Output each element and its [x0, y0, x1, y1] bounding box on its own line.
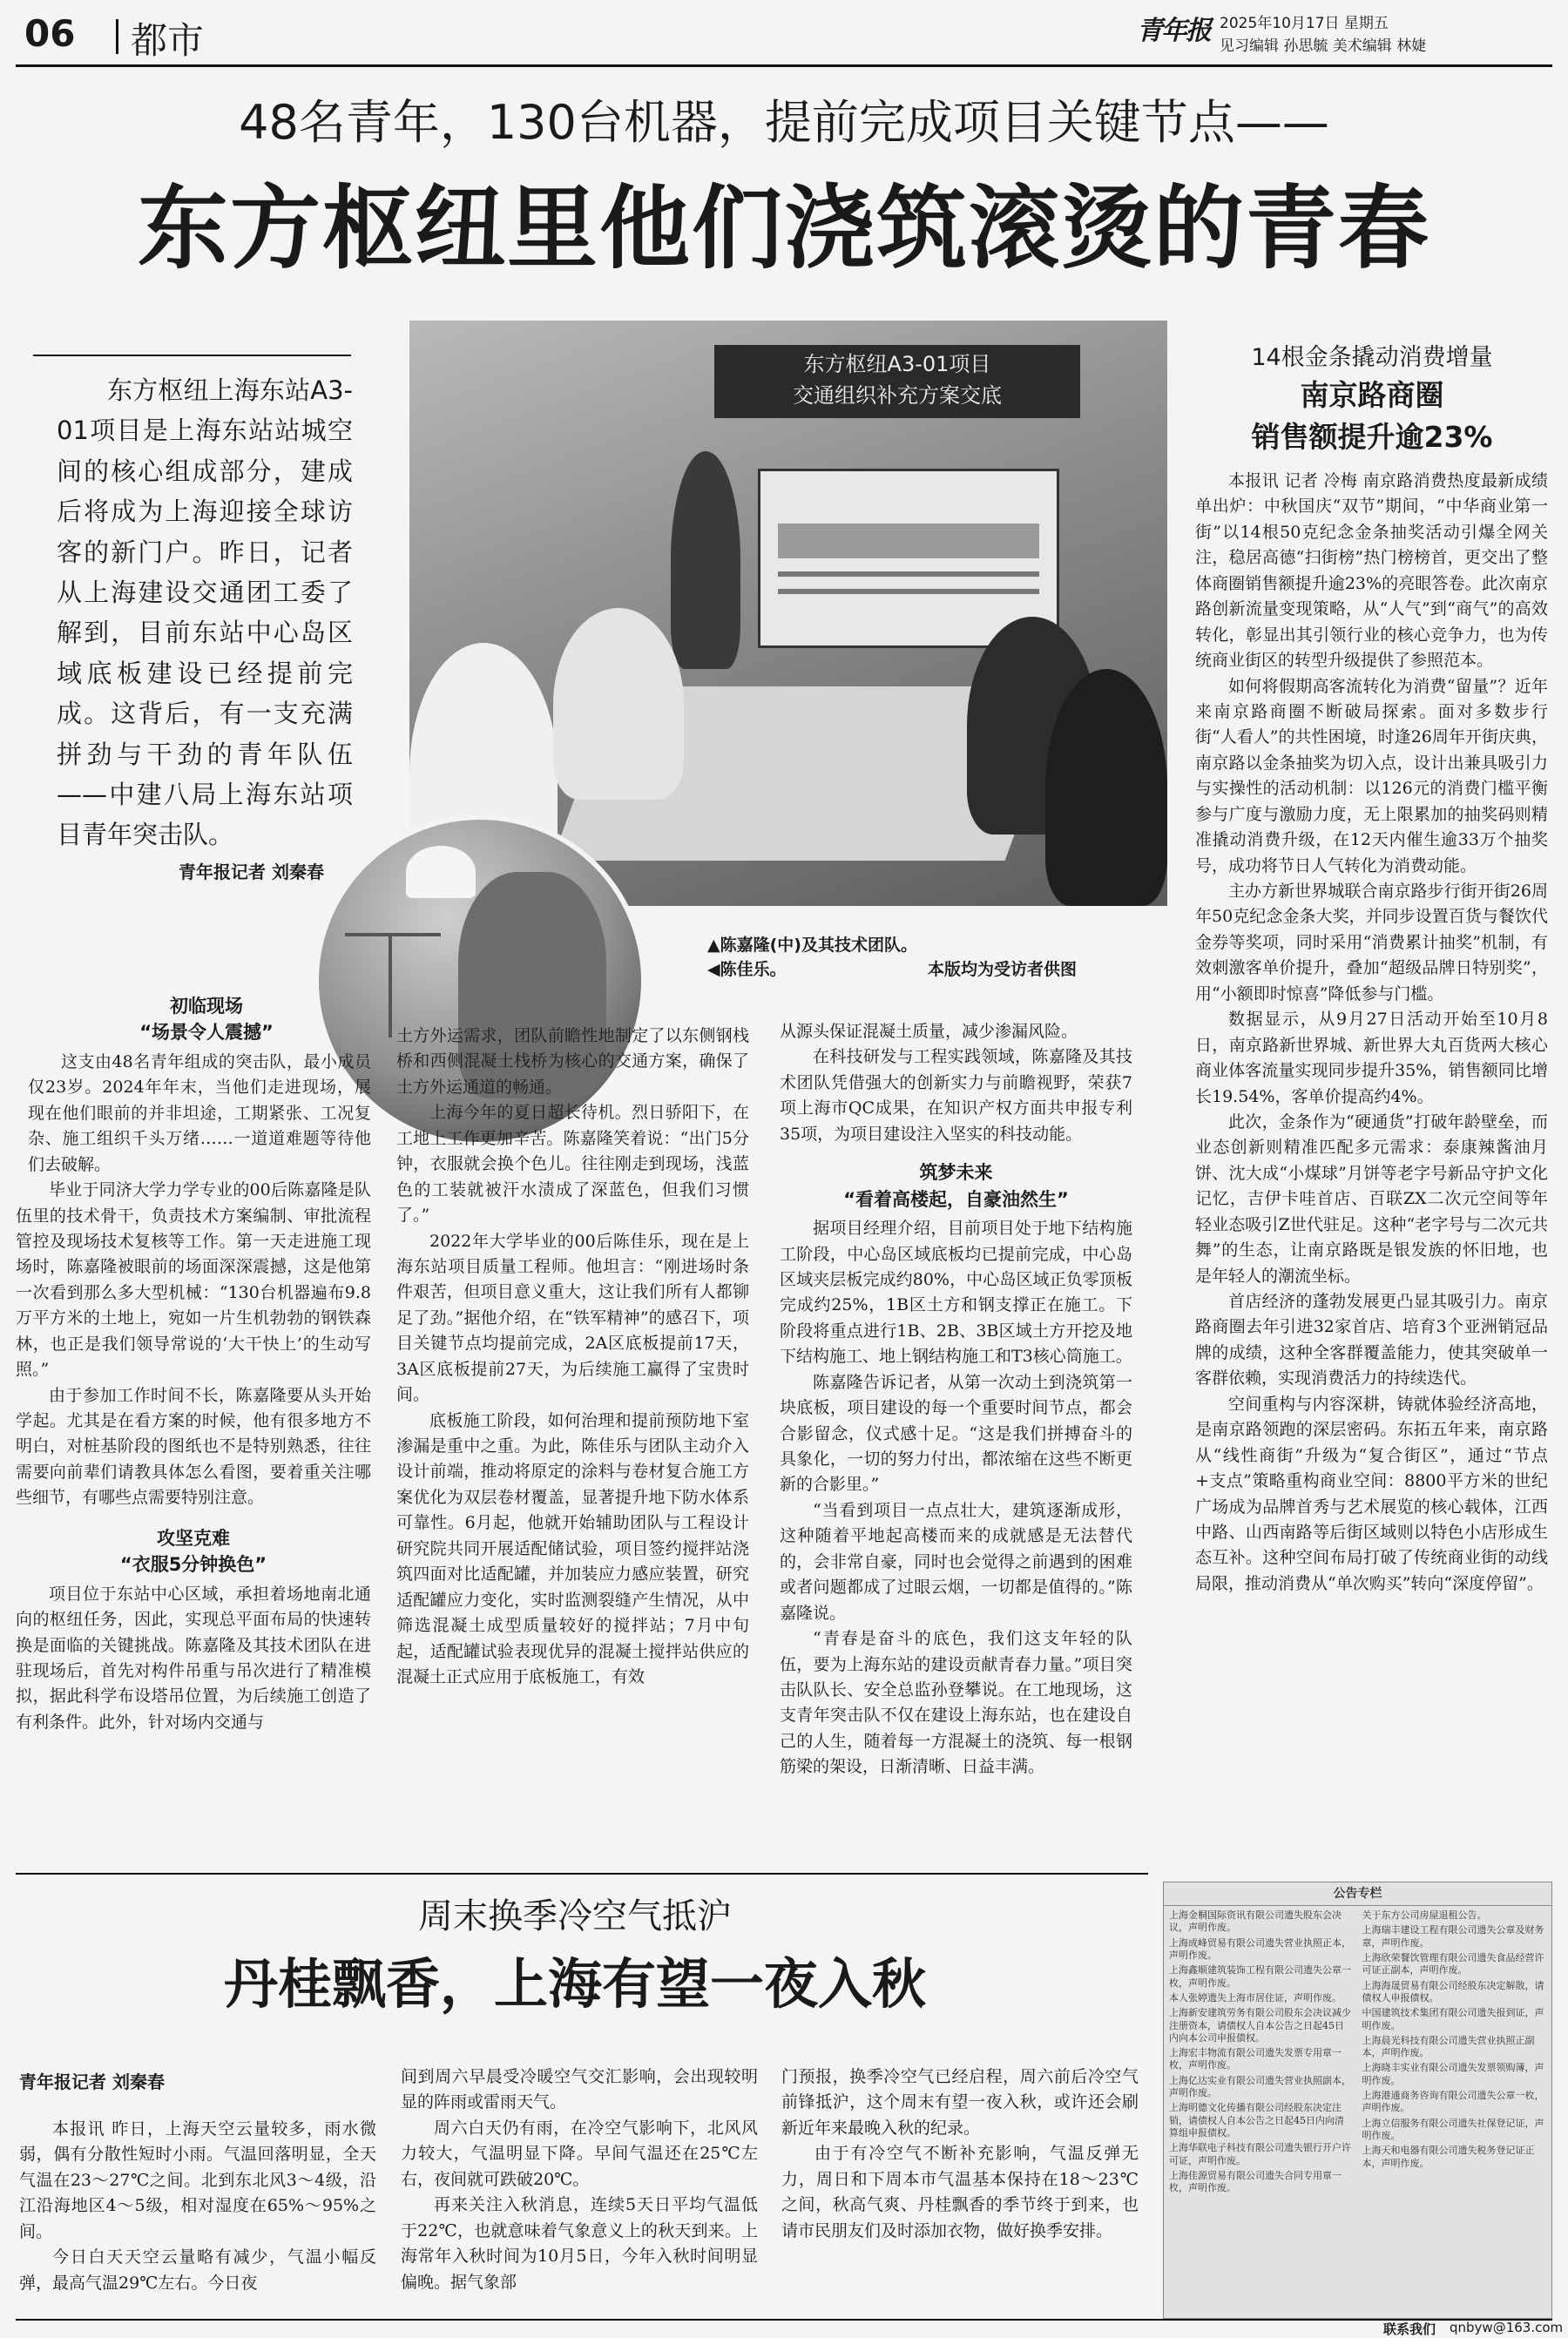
paragraph: 在科技研发与工程实践领域，陈嘉隆及其技术团队凭借强大的创新实力与前瞻视野，荣获7项上海市QC成果，在知识产权方面共申报专利35项，为项目建设注入坚实的科技动能。: [780, 1047, 1132, 1144]
photo-caption-2: ◀陈佳乐。: [707, 960, 787, 979]
article-col-3: [780, 1019, 1132, 1781]
classified-item: 上海成峰贸易有限公司遗失营业执照正本，声明作废。: [1169, 1936, 1351, 1962]
classified-item: 本人张婷遗失上海市居住证，声明作废。: [1169, 1991, 1342, 2004]
paragraph: 门预报，换季冷空气已经启程，周六前后冷空气前锋抵沪，这个周末有望一夜入秋，或许还会刷新近年来最晚入秋的纪录。: [781, 2067, 1139, 2138]
right-article-body: [1195, 469, 1548, 1597]
paragraph: 如何将假期高客流转化为消费“留量”？近年来南京路商圈不断破局探索。面对多数步行街“人看人”的共性困境，时逢26周年开街庆典，南京路以金条抽奖为切入点，设计出兼具吸引力与实操性的活动机制：以126元的消费门槛平衡参与广度与激励力度，无上限累加的抽奖码则精准撬动消费升级，在12天内催生逾33万个抽奖号，成功将节日人气转化为消费动能。: [1195, 676, 1548, 875]
footer-contact-label: 联系我们: [1383, 2321, 1436, 2337]
paragraph: 上海今年的夏日超长待机。烈日骄阳下，在工地上工作更加辛苦。陈嘉隆笑着说：“出门5分钟，衣服就会换个色儿。往往刚走到现场，浅蓝色的工装就被汗水渍成了深蓝色，但我们习惯了。”: [396, 1103, 749, 1226]
subhead-3: 筑梦未来 “看着高楼起，自豪油然生”: [843, 1162, 1069, 1210]
paragraph: “青春是奋斗的底色，我们这支年轻的队伍，要为上海东站的建设贡献青春力量。”项目突击队队长、安全总监孙登攀说。在工地现场，这支青年突击队不仅在建设上海东站，也在建设自己的人生，随着每一方混凝土的浇筑、每一根钢筋梁的架设，日渐清晰、日益丰满。: [780, 1629, 1132, 1777]
paragraph: 底板施工阶段，如何治理和提前预防地下室渗漏是重中之重。为此，陈佳乐与团队主动介入设计前端，推动将原定的涂料与卷材复合施工方案优化为双层卷材覆盖，显著提升地下防水体系可靠性。6月起，他就开始辅助团队与工程设计研究院共同开展适配储试验，项目签约搅拌站浇筑四面对比适配罐，并加装应力感应装置，研究适配罐应力变化，实时监测裂缝产生情况，从中筛选混凝土成型质量较好的搅拌站；7月中旬起，适配罐试验表现优异的混凝土搅拌站供应的混凝土正式应用于底板施工，有效: [396, 1410, 749, 1686]
classified-item: 上海天和电器有限公司遗失税务登记证正本，声明作废。: [1362, 2145, 1535, 2169]
classified-heading: 公告专栏: [1164, 1882, 1551, 1906]
paragraph: 数据显示，从9月27日活动开始至10月8日，南京路新世界城、新世界大丸百货两大核心商业体客流量实现同步提升35%，销售额同比增长19.54%，客单价提高约4%。: [1195, 1010, 1548, 1106]
classified-item: 上海晓丰实业有限公司遗失发票领购簿，声明作废。: [1362, 2062, 1544, 2086]
crane-tower: [389, 933, 392, 1037]
classified-item: 上海宏丰物流有限公司遗失发票专用章一枚，声明作废。: [1169, 2047, 1342, 2071]
weather-col-3: [781, 2064, 1139, 2244]
classified-item: 上海欣荣餐饮管理有限公司遗失食品经营许可证正副本，声明作废。: [1362, 1952, 1544, 1976]
paragraph: 本报讯 昨日，上海天空云量较多，雨水微弱，偶有分散性短时小雨。气温回落明显，全天气温在23～27℃之间。北到东北风3～4级，沿江沿海地区4～5级，相对湿度在65%～95%之间。: [19, 2119, 376, 2241]
lead-intro: 东方枢纽上海东站A3-01项目是上海东站站城空间的核心组成部分，建成后将成为上海迎接全球访客的新门户。昨日，记者从上海建设交通团工委了解到，目前东站中心岛区域底板建设已经提前完成。这背后，有一支充满拼劲与干劲的青年队伍——中建八局上海东站项目青年突击队。: [57, 375, 353, 850]
paragraph: 周六白天仍有雨，在冷空气影响下，北风风力较大，气温明显下降。早间气温还在25℃左右，夜间就可跌破20℃。: [401, 2118, 758, 2189]
paragraph: 土方外运需求，团队前瞻性地制定了以东侧钢栈桥和西侧混凝土栈桥为核心的交通方案，确保了土方外运通道的畅通。: [396, 1026, 749, 1097]
weather-col-2: [401, 2064, 758, 2295]
team-photo: [409, 321, 1167, 906]
person-right-2: [1045, 669, 1167, 906]
helmet-icon: [406, 846, 476, 898]
header-rule: [16, 64, 1552, 67]
classified-item: 上海港通商务咨询有限公司遗失公章一枚，声明作废。: [1362, 2090, 1544, 2114]
classified-item: 上海金桐国际资讯有限公司遗失股东会决议，声明作废。: [1169, 1909, 1342, 1934]
paragraph: 今日白天天空云量略有减少，气温小幅反弹，最高气温29℃左右。今日夜: [19, 2247, 376, 2293]
classified-item: 上海鑫顺建筑装饰工程有限公司遗失公章一枚，声明作废。: [1169, 1964, 1351, 1989]
footer-email[interactable]: qnbyw@163.com: [1450, 2320, 1564, 2335]
article-col-1: [16, 993, 371, 1735]
subhead-1: 初临现场 “场景令人震撼”: [139, 996, 274, 1044]
paragraph: 由于有冷空气不断补充影响，气温反弹无力，周日和下周本市气温基本保持在18～23℃之间，秋高气爽、丹桂飘香的季节终于到来，也请市民朋友们及时添加衣物，做好换季安排。: [781, 2144, 1139, 2240]
paragraph: 陈嘉隆告诉记者，从第一次动土到浇筑第一块底板，项目建设的每一个重要时间节点，都会合影留念，仪式感十足。“这是我们拼搏奋斗的具象化，一切的努力付出，都浓缩在这些不断更新的合影里。”: [780, 1372, 1132, 1495]
weather-top-rule: [16, 1873, 1148, 1875]
editors-line: 见习编辑 孙思毓 美术编辑 林婕: [1220, 37, 1427, 55]
intro-rule: [33, 355, 351, 356]
classified-columns: [1164, 1906, 1551, 2198]
lead-byline: 青年报记者 刘秦春: [179, 862, 324, 882]
paragraph: 主办方新世界城联合南京路步行街开街26周年50克纪念金条大奖，并同步设置百货与餐饮代金券等奖项，同时采用“消费累计抽奖”机制，有效刺激客单价提升，叠加“超级品牌日特别奖”，用“小额即时惊喜”降低参与门槛。: [1195, 882, 1548, 1003]
weather-byline: 青年报记者 刘秦春: [19, 2071, 165, 2092]
footer-rule: [16, 2319, 1552, 2321]
right-title-1: 南京路商圈: [1300, 378, 1444, 412]
right-title-2: 销售额提升逾23%: [1251, 420, 1493, 454]
paragraph: 空间重构与内容深耕，铸就体验经济高地，是南京路领跑的深层密码。东拓五年来，南京路从“线性商街”升级为“复合街区”，通过“节点+支点”策略重构商业空间：8800平方米的世纪广场成为品牌首秀与艺术展览的核心载体，江西中路、山西南路等后街区域则以特色小店形成生态互补。这种空间布局打破了传统商业街的动线局限，推动消费从“单次购买”转向“深度停留”。: [1195, 1394, 1548, 1593]
classified-item: 上海佳源贸易有限公司遗失合同专用章一枚，声明作废。: [1169, 2169, 1342, 2194]
person-presenting: [671, 451, 740, 669]
paragraph: 这支由48名青年组成的突击队，最小成员仅23岁。2024年年末，当他们走进现场，展现在他们眼前的并非坦途，工期紧张、工况复杂、施工组织千头万绪……一道道难题等待他们去破解。: [28, 1051, 371, 1174]
paragraph: 项目位于东站中心区域，承担着场地南北通向的枢纽任务，因此，实现总平面布局的快速转换是面临的关键挑战。陈嘉隆及其技术团队在进驻现场后，首先对构件吊重与吊次进行了精准模拟，据此科学布设塔吊位置，为后续施工创造了有利条件。此外，针对场内交通与: [16, 1584, 371, 1732]
paragraph: 据项目经理介绍，目前项目处于地下结构施工阶段，中心岛区域底板均已提前完成，中心岛区域夹层板完成约80%，中心岛区域正负零顶板完成约25%，1B区土方和钢支撑正在施工。下阶段将重点进行1B、2B、3B区域土方开挖及地下结构施工、地上钢结构施工和T3核心筒施工。: [780, 1219, 1132, 1367]
classified-item: 上海晨光科技有限公司遗失营业执照正副本，声明作废。: [1362, 2034, 1535, 2059]
lead-kicker: 48名青年，130台机器，提前完成项目关键节点——: [239, 95, 1329, 150]
newspaper-logo: 青年报: [1137, 16, 1210, 46]
weather-kicker: 周末换季冷空气抵沪: [418, 1896, 732, 1936]
page-number: 06: [24, 12, 76, 55]
paragraph: 由于参加工作时间不长，陈嘉隆要从头开始学起。尤其是在看方案的时候，他有很多地方不明白，对桩基阶段的图纸也不是特别熟悉，往往需要向前辈们请教具体怎么看图，要着重关注哪些细节，有哪些点需要特别注意。: [16, 1385, 371, 1508]
classified-item: 上海华联电子科技有限公司遗失银行开户许可证，声明作废。: [1169, 2142, 1351, 2166]
classified-item: 上海亿达实业有限公司遗失营业执照副本，声明作废。: [1169, 2074, 1351, 2099]
led-banner: 东方枢纽A3-01项目 交通组织补充方案交底: [714, 345, 1080, 418]
crane-shape: [345, 933, 441, 936]
lead-title: 东方枢纽里他们浇筑滚烫的青春: [137, 175, 1430, 281]
paragraph: 本报讯 记者 冷梅 南京路消费热度最新成绩单出炉：中秋国庆“双节”期间，“中华商业第一街”以14根50克纪念金条抽奖活动引爆全网关注，稳居高德“扫街榜”热门榜榜首，更交出了整体商圈销售额提升逾23%的亮眼答卷。此次南京路创新流量变现策略，从“人气”到“商气”的高效转化，彰显出其引领行业的核心竞争力，也为传统商业街区的转型升级提供了参照范本。: [1195, 471, 1548, 671]
classified-item: 上海海晟贸易有限公司经股东决定解散，请债权人申报债权。: [1362, 1979, 1544, 2004]
classified-item: 中国建筑技术集团有限公司遗失报到证，声明作废。: [1362, 2007, 1544, 2031]
classified-item: 上海明德文化传播有限公司经股东决定注销，请债权人自本公告之日起45日内向清算组申报债权。: [1169, 2102, 1344, 2139]
classified-notices: [1163, 1882, 1552, 2319]
weather-title: 丹桂飘香，上海有望一夜入秋: [223, 1952, 926, 2016]
person-left-2: [553, 608, 684, 800]
paragraph: 毕业于同济大学力学专业的00后陈嘉隆是队伍里的技术骨干，负责技术方案编制、审批流程管控及现场技术复核等工作。第一天走进施工现场时，陈嘉隆被眼前的场面深深震撼，这是他第一次看到那么多大型机械：“130台机器遍布9.8万平方米的土地上，宛如一片生机勃勃的钢铁森林，也正是我们领导常说的‘大干快上’的生动写照。”: [16, 1180, 371, 1380]
subhead-2: 攻坚克难 “衣服5分钟换色”: [119, 1527, 267, 1576]
classified-item: 上海瑞丰建设工程有限公司遗失公章及财务章，声明作废。: [1362, 1924, 1544, 1949]
classified-item: 上海立信服务有限公司遗失社保登记证，声明作废。: [1362, 2117, 1544, 2141]
issue-date: 2025年10月17日 星期五: [1220, 15, 1389, 32]
paragraph: 间到周六早晨受冷暖空气交汇影响，会出现较明显的阵雨或雷雨天气。: [401, 2067, 758, 2112]
paragraph: “当看到项目一点点壮大，建筑逐渐成形，这种随着平地起高楼而来的成就感是无法替代的，会非常自豪，同时也会觉得之前遇到的困难或者问题都成了过眼云烟，一切都是值得的。”陈嘉隆说。: [780, 1500, 1132, 1623]
header-divider: [116, 19, 118, 54]
right-kicker: 14根金条撬动消费增量: [1251, 344, 1493, 371]
classified-item: 关于东方公司房屋退租公告。: [1362, 1909, 1487, 1922]
classified-item: 上海新安建筑劳务有限公司股东会决议减少注册资本，请债权人自本公告之日起45日内向本公司申报债权。: [1169, 2007, 1351, 2044]
paragraph: 此次，金条作为“硬通货”打破年龄壁垒，而业态创新则精准匹配多元需求：泰康辣酱油月饼、沈大成“小煤球”月饼等老字号新品守护文化记忆，吉伊卡哇首店、百联ZX二次元空间等年轻业态吸引Z世代驻足。这种“老字号与二次元共舞”的生态，让南京路既是银发族的怀旧地，也是年轻人的潮流坐标。: [1195, 1112, 1548, 1286]
weather-col-1: [19, 2117, 376, 2296]
paragraph: 首店经济的蓬勃发展更凸显其吸引力。南京路商圈去年引进32家首店、培育3个亚洲销冠品牌的成绩，这种全客群覆盖能力，使其突破单一客群依赖，实现消费活力的持续迭代。: [1195, 1292, 1548, 1389]
photo-caption-1: ▲陈嘉隆(中)及其技术团队。: [707, 936, 917, 955]
paragraph: 从源头保证混凝土质量，减少渗漏风险。: [780, 1022, 1078, 1041]
paragraph: 再来关注入秋消息，连续5天日平均气温低于22℃，也就意味着气象意义上的秋天到来。上海常年入秋时间为10月5日，今年入秋时间明显偏晚。据气象部: [401, 2195, 758, 2292]
photo-credit: 本版均为受访者供图: [928, 960, 1078, 979]
section-name: 都市: [131, 19, 205, 62]
paragraph: 2022年大学毕业的00后陈佳乐，现在是上海东站项目质量工程师。他坦言：“刚进场时条件艰苦，但项目意义重大，这让我们所有人都铆足了劲。”据他介绍，在“铁军精神”的感召下，项目关键节点均提前完成，2A区底板提前17天，3A区底板提前27天，为后续施工赢得了宝贵时间。: [396, 1231, 749, 1405]
article-col-2: [396, 1024, 749, 1690]
